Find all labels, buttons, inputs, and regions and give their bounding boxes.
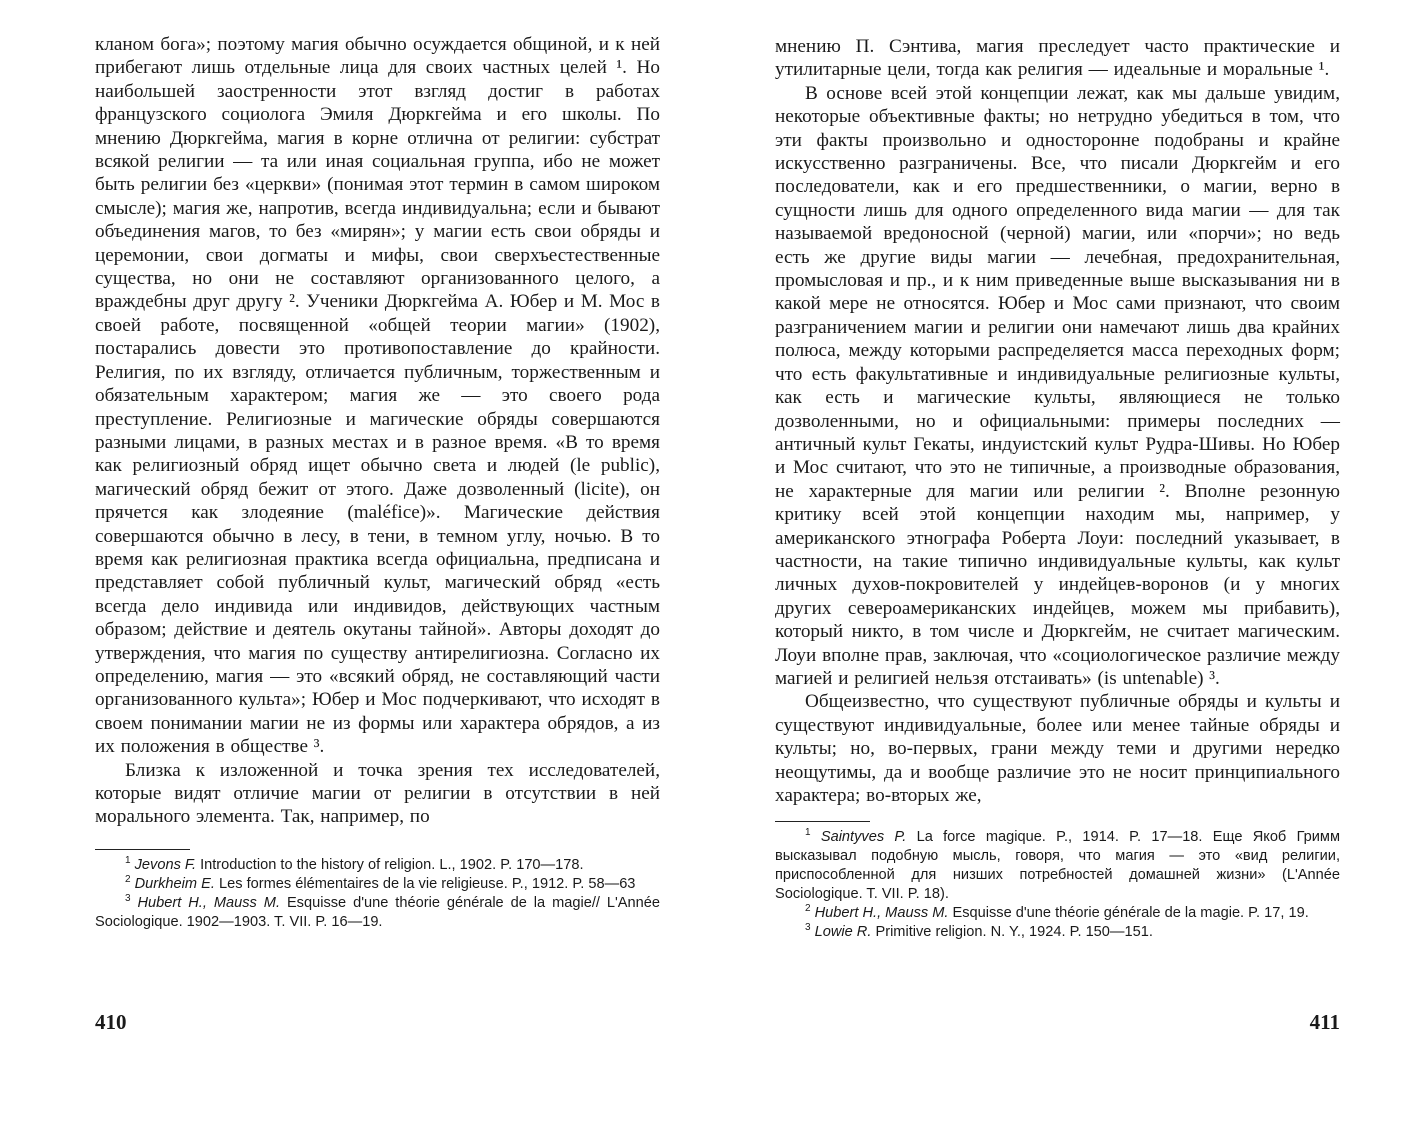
- left-footnote-1: $^1$ Jevons F. Introduction to the history of religion. L., 1902. P. 170—178.: [125, 854, 584, 873]
- left-page-body: [95, 0, 660, 829]
- left-page: [95, 0, 660, 1130]
- left-page-number: 410: [95, 1010, 127, 1034]
- right-paragraph-1: мнению П. Сэнтива, магия преследует часто практические и утилитарные цели, тогда как религия — идеальные и моральные ¹.: [775, 36, 1340, 81]
- right-paragraph-2: В основе всей этой концепции лежат, как мы дальше увидим, некоторые объективные факты; но нетрудно убедиться в том, что эти факты произвольно и односторонне подобраны и крайне искусственно разграничены. Все, что писали Дюркгейм и его последователи, как и его предшественники, о магии, верно в сущности лишь для одного определенного вида магии — для так называемой вредоносной (черной) магии, или «порчи»; но ведь есть же другие виды магии — лечебная, предохранительная, промысловая и пр., и к ним приведенные выше высказывания ни в какой мере не относятся. Юбер и Мос сами признают, что своим разграничением магии и религии они намечают лишь два крайних полюса, между которыми распределяется масса переходных форм; что есть факультативные и индивидуальные религиозные культы, как есть и магические культы, являющиеся не только дозволенными, но и официальными: примеры последних — античный культ Гекаты, индуистский культ Рудра-Шивы. Но Юбер и Мос считают, что это не типичные, а производные образования, не характерные для магии или религии ². Вполне резонную критику всей этой концепции находим мы, например, у американского этнографа Роберта Лоуи: последний указывает, в частности, на такие типично индивидуальные культы, как культ личных духов-покровителей у индейцев-воронов (и у многих других североамериканских индейцев, можем мы прибавить), который никто, в том числе и Дюркгейм, не считает магическим. Лоуи вполне прав, заключая, что «социологическое различие между магией и религией нельзя отстаивать» (is untenable) ³.: [775, 82, 1340, 689]
- left-paragraph-2: Близка к изложенной и точка зрения тех исследователей, которые видят отличие магии от религии в отсутствии в ней морального элемента. Так, например, по: [95, 759, 660, 828]
- right-page-number: 411: [1309, 1010, 1340, 1034]
- left-paragraph-1: кланом бога»; поэтому магия обычно осуждается общиной, и к ней прибегают лишь отдельные лица для своих частных целей ¹. Но наибольшей заостренности этот взгляд достиг в работах французского социолога Эмиля Дюркгейма и его школы. По мнению Дюркгейма, магия в корне отлична от религии: субстрат всякой религии — та или иная социальная группа, ибо не может быть религии без «церкви» (понимая этот термин в самом широком смысле); магия же, напротив, всегда индивидуальна; если и бывают объединения магов, то без «мирян»; у магии есть свои обряды и церемонии, свои догматы и мифы, свои сверхъестественные существа, но они не составляют организованного целого, а враждебны друг другу ². Ученики Дюркгейма А. Юбер и М. Мос в своей работе, посвященной «общей теории магии» (1902), постарались довести это противопоставление до крайности. Религия, по их взгляду, отличается публичным, торжественным и обязательным характером; магия же — это своего рода преступление. Религиозные и магические обряды совершаются разными лицами, в разных местах и в разное время. «В то время как религиозный обряд ищет обычно света и людей (le public), магический обряд бежит от этого. Даже дозволенный (licite), он прячется как злодеяние (maléfice)». Магические действия совершаются обычно в лесу, в тени, в темном углу, ночью. В то время как религиозная практика всегда официальна, предписана и представляет собой публичный культ, магический обряд «есть всегда дело индивида или индивидов, действующих частным образом; действие и деятель окутаны тайной». Авторы доходят до утверждения, что магия по существу антирелигиозна. Согласно их определению, магия — это «всякий обряд, не составляющий части организованного культа»; Юбер и Мос подчеркивают, что исходят в своем понимании магии не из формы или характера обрядов, а из их положения в обществе ³.: [95, 34, 660, 758]
- right-page: [775, 0, 1340, 1130]
- left-footnote-3: $^3$ Hubert H., Mauss M. Esquisse d'une théorie générale de la magie// L'Année Sociologique. 1902—1903. T. VII. P. 16—19.: [95, 892, 661, 930]
- right-footnotes: [775, 828, 1340, 942]
- left-footnotes: [95, 856, 660, 932]
- right-footnote-1: $^1$ Saintyves P. La force magique. P., 1914. P. 17—18. Еще Якоб Гримм высказывал подобную мысль, говоря, что магия — это «вид религии, приспособленной для низших потребностей домашней жизни» (L'Année Sociologique. T. VII. P. 18).: [775, 827, 1340, 903]
- right-page-body: [775, 0, 1340, 807]
- right-paragraph-3: Общеизвестно, что существуют публичные обряды и культы и существуют индивидуальные, более или менее тайные обряды и культы; но, во-первых, грани между теми и другими нередко неощутимы, да и вообще различие это не носит принципиального характера; во-вторых же,: [775, 691, 1340, 806]
- right-footnote-2: $^2$ Hubert H., Mauss M. Esquisse d'une théorie générale de la magie. P. 17, 19.: [805, 903, 1309, 922]
- left-footnote-divider: [95, 849, 190, 850]
- right-footnote-3: $^3$ Lowie R. Primitive religion. N. Y., 1924. P. 150—151.: [805, 922, 1153, 941]
- left-footnote-2: $^2$ Durkheim E. Les formes élémentaires de la vie religieuse. P., 1912. P. 58—63: [125, 873, 636, 892]
- right-footnote-divider: [775, 821, 870, 822]
